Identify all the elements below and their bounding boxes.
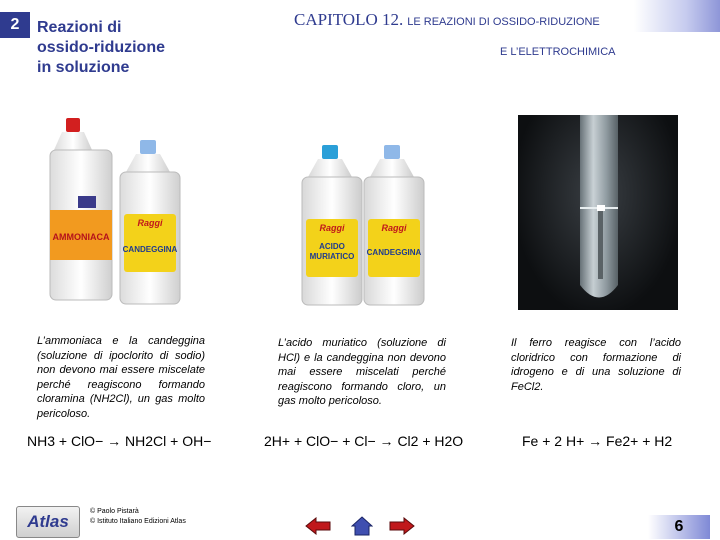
- photo-ammoniaca-candeggina: [48, 110, 186, 310]
- bottles-illustration: [292, 115, 432, 310]
- section-title: [37, 18, 237, 78]
- page-number: 6: [674, 518, 684, 535]
- equation-panel-1: NH3 + ClO− → NH2Cl + OH−: [27, 433, 212, 449]
- next-page-button[interactable]: [388, 516, 416, 536]
- arrow-right-icon: [389, 517, 415, 535]
- caption-panel-2: L’acido muriatico (soluzione di HCl) e la candeggina non devono mai essere miscelati perché reagiscono formando cloro, un gas molto pericoloso.: [278, 337, 446, 407]
- credit-line: © Paolo Pistarà: [90, 508, 139, 515]
- chapter-subtitle-line2: E L’ELETTROCHIMICA: [500, 46, 616, 58]
- label-brand: Raggi: [319, 223, 345, 233]
- section-number: 2: [10, 16, 20, 33]
- footer-credits: [90, 507, 186, 527]
- label-candeggina: CANDEGGINA: [366, 248, 422, 257]
- photo-acido-candeggina: [292, 115, 432, 310]
- page-number-box: [648, 515, 710, 539]
- section-title-line: in soluzione: [37, 59, 130, 76]
- chapter-label: CAPITOLO 12.: [294, 10, 404, 29]
- label-acido: ACIDO: [319, 242, 345, 251]
- caption-panel-1: L’ammoniaca e la candeggina (soluzione di ipoclorito di sodio) non devono mai essere miscelate perché reagiscono formando cloramina (NH2Cl), un gas molto pericoloso.: [37, 335, 205, 420]
- header-corner-gradient: [634, 0, 720, 32]
- credit-line: © Istituto Italiano Edizioni Atlas: [90, 518, 186, 525]
- section-title-line: Reazioni di: [37, 19, 122, 36]
- test-tube-icon: [518, 115, 678, 310]
- photo-test-tube: [518, 115, 678, 310]
- chapter-heading: [294, 10, 634, 30]
- label-brand: Raggi: [137, 218, 163, 228]
- equation-panel-3: Fe + 2 H+ → Fe2+ + H2: [522, 433, 673, 449]
- home-icon: [351, 516, 373, 536]
- label-candeggina: CANDEGGINA: [122, 245, 178, 254]
- atlas-logo: [16, 506, 80, 538]
- label-brand: Raggi: [381, 223, 407, 233]
- chapter-subtitle: LE REAZIONI DI OSSIDO-RIDUZIONE: [407, 16, 600, 28]
- arrow-left-icon: [305, 517, 331, 535]
- bottles-illustration: [48, 110, 186, 310]
- prev-page-button[interactable]: [304, 516, 332, 536]
- caption-panel-3: Il ferro reagisce con l’acido cloridrico con formazione di idrogeno e di una soluzione di FeCl2.: [511, 337, 681, 393]
- home-button[interactable]: [348, 516, 376, 536]
- logo-text: Atlas: [27, 512, 69, 531]
- label-muriatico: MURIATICO: [309, 252, 355, 261]
- label-ammoniaca: AMMONIACA: [52, 232, 110, 242]
- section-number-badge: [0, 12, 30, 38]
- equation-panel-2: 2H+ + ClO− + Cl− → Cl2 + H2O: [264, 433, 464, 449]
- section-title-line: ossido-riduzione: [37, 39, 165, 56]
